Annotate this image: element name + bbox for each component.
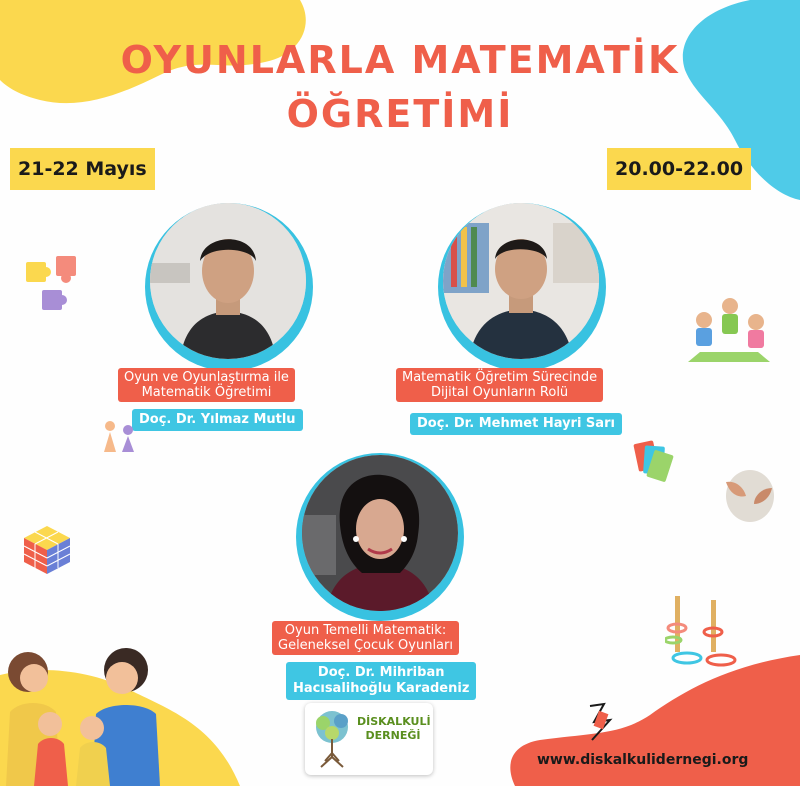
playing-cards-icon (632, 440, 674, 486)
organization-name (357, 715, 429, 743)
speaker-2-photo (443, 203, 599, 359)
board-game-kids-icon (680, 292, 778, 364)
speaker-3-talk-line-2: Geleneksel Çocuk Oyunları (278, 638, 453, 653)
event-time-badge: 20.00-22.00 (607, 148, 751, 190)
rubiks-cube-icon (22, 524, 72, 576)
speaker-1-name: Doç. Dr. Yılmaz Mutlu (132, 409, 303, 431)
speaker-1-talk-line-1: Oyun ve Oyunlaştırma ile (124, 370, 289, 385)
speaker-1-photo (150, 203, 306, 359)
organization-name-line-2: DERNEĞİ (365, 729, 421, 742)
event-date-badge: 21-22 Mayıs (10, 148, 155, 190)
page-title-line-2: ÖĞRETİMİ (286, 92, 514, 136)
page-title-line-1: OYUNLARLA MATEMATİK (120, 38, 680, 82)
speaker-2-talk-line-2: Dijital Oyunların Rolü (430, 385, 569, 400)
speaker-1-talk-line-2: Matematik Öğretimi (141, 385, 272, 400)
organization-logo (305, 703, 433, 775)
website-url: www.diskalkulidernegi.org (537, 752, 749, 768)
puzzle-icon (22, 252, 92, 318)
pawns-icon (100, 418, 142, 454)
speaker-3-name (286, 662, 476, 700)
speaker-3-photo (302, 455, 458, 611)
pencil-icon (584, 702, 616, 742)
tree-logo-icon (311, 709, 353, 769)
organization-name-line-1: DİSKALKULİ (357, 715, 431, 728)
speaker-3-talk-line-1: Oyun Temelli Matematik: (284, 623, 447, 638)
family-icon (0, 648, 190, 786)
speaker-3-name-line-2: Hacısalihoğlu Karadeniz (293, 681, 470, 696)
speaker-3-name-line-1: Doç. Dr. Mihriban (317, 665, 445, 680)
speaker-1-talk-title (118, 368, 295, 402)
speaker-3-talk-title (272, 621, 459, 655)
speaker-2-name: Doç. Dr. Mehmet Hayri Sarı (410, 413, 622, 435)
ring-toss-icon (665, 594, 747, 670)
speaker-2-talk-line-1: Matematik Öğretim Sürecinde (402, 370, 598, 385)
hands-icon (718, 462, 778, 526)
speaker-2-talk-title (396, 368, 603, 402)
